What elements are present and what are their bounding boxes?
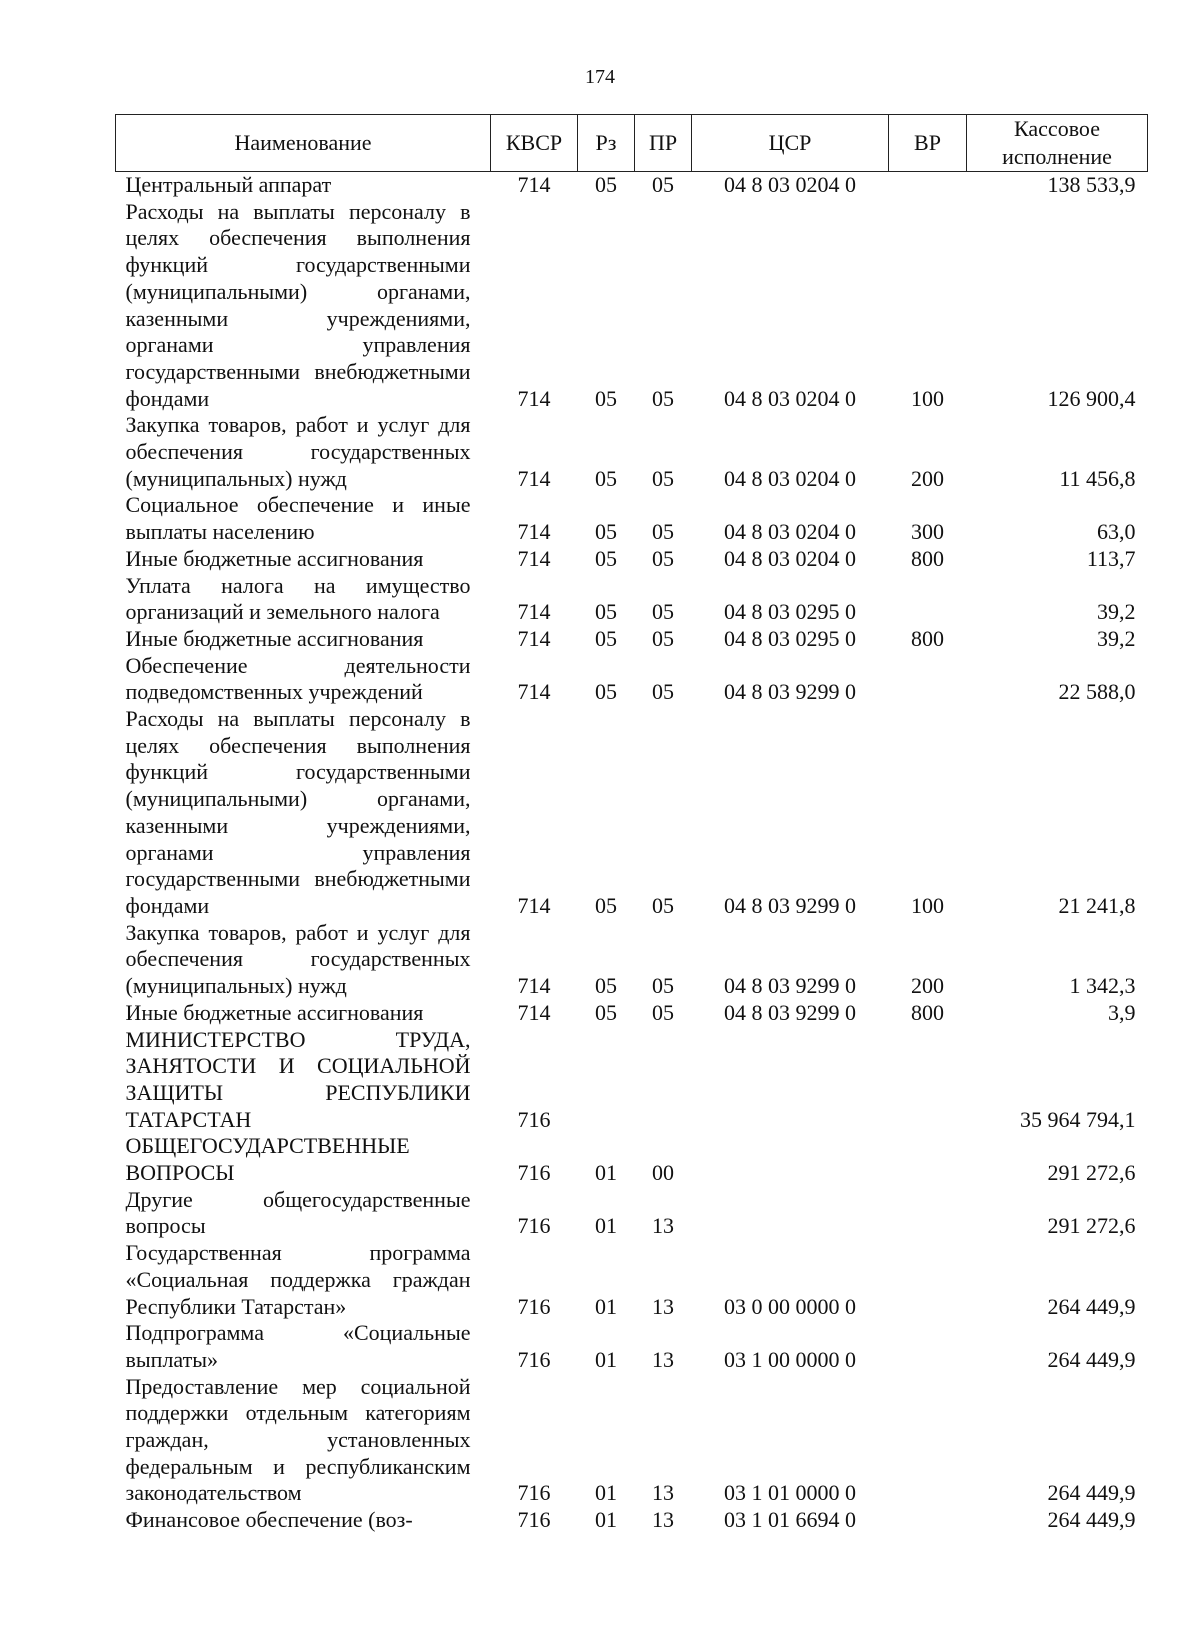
cell-sum: 264 449,9 bbox=[1047, 1293, 1136, 1319]
cell-name: Социальное обеспечение и иные выплаты населению bbox=[125, 492, 471, 545]
cell-csr bbox=[692, 1187, 889, 1240]
cell-pr: 05 bbox=[652, 679, 674, 705]
cell-name: Закупка товаров, работ и услуг для обеспечения государственных (муниципальных) нужд bbox=[125, 919, 471, 999]
cell-pr: 13 bbox=[652, 1507, 674, 1533]
cell-pr: 13 bbox=[652, 1346, 674, 1372]
cell-sum: 138 533,9 bbox=[1047, 172, 1136, 197]
cell-pr: 13 bbox=[652, 1213, 674, 1239]
cell-csr: 04 8 03 9299 0 bbox=[724, 679, 856, 705]
table-row bbox=[116, 573, 1148, 626]
cell-rz: 01 bbox=[595, 1507, 617, 1533]
cell-kvsr: 716 bbox=[517, 1507, 551, 1533]
cell-rz: 05 bbox=[595, 465, 617, 491]
cell-csr: 03 1 01 6694 0 bbox=[724, 1507, 856, 1533]
cell-csr: 04 8 03 9299 0 bbox=[724, 999, 856, 1025]
cell-vr bbox=[889, 1374, 967, 1508]
cell-rz: 01 bbox=[595, 1293, 617, 1319]
cell-sum: 11 456,8 bbox=[1059, 465, 1136, 491]
cell-vr bbox=[889, 1187, 967, 1240]
cell-pr: 13 bbox=[652, 1293, 674, 1319]
cell-kvsr: 714 bbox=[517, 599, 551, 625]
budget-table bbox=[115, 114, 1148, 1534]
cell-pr: 05 bbox=[652, 599, 674, 625]
cell-vr bbox=[889, 1027, 967, 1134]
header-vr: ВР bbox=[889, 115, 967, 172]
cell-sum: 291 272,6 bbox=[1047, 1160, 1136, 1186]
table-row bbox=[116, 412, 1148, 492]
cell-kvsr: 714 bbox=[517, 973, 551, 999]
cell-vr bbox=[889, 172, 967, 199]
cell-rz: 05 bbox=[595, 545, 617, 571]
cell-name: Подпрограмма «Социальные выплаты» bbox=[125, 1320, 471, 1372]
cell-rz: 05 bbox=[595, 973, 617, 999]
cell-vr bbox=[889, 1133, 967, 1186]
cell-name: Обеспечение деятельности подведомственных учреждений bbox=[125, 652, 471, 705]
table-body bbox=[116, 172, 1148, 1534]
cell-name: Расходы на выплаты персоналу в целях обеспечения выполнения функций государственными (муниципальными) органами, казенными учреждениями, органами управления государственными внебюджетными фондами bbox=[125, 706, 471, 918]
table-row bbox=[116, 1374, 1148, 1508]
cell-sum: 1 342,3 bbox=[1069, 973, 1136, 999]
table-row bbox=[116, 1027, 1148, 1134]
cell-csr bbox=[692, 1133, 889, 1186]
cell-sum: 35 964 794,1 bbox=[1020, 1106, 1136, 1132]
cell-rz: 01 bbox=[595, 1480, 617, 1506]
cell-rz: 05 bbox=[595, 679, 617, 705]
cell-kvsr: 714 bbox=[517, 465, 551, 491]
cell-kvsr: 714 bbox=[517, 545, 551, 571]
cell-kvsr: 714 bbox=[517, 679, 551, 705]
cell-pr: 05 bbox=[652, 545, 674, 571]
cell-kvsr: 714 bbox=[517, 625, 551, 651]
cell-vr: 100 bbox=[911, 892, 944, 918]
cell-name: Уплата налога на имущество организаций и земельного налога bbox=[125, 572, 471, 625]
header-name: Наименование bbox=[116, 115, 491, 172]
cell-sum: 22 588,0 bbox=[1058, 679, 1136, 705]
cell-pr: 05 bbox=[652, 892, 674, 918]
cell-rz: 05 bbox=[595, 385, 617, 411]
cell-rz bbox=[578, 1027, 635, 1134]
cell-kvsr: 714 bbox=[517, 172, 551, 197]
cell-kvsr: 716 bbox=[517, 1106, 551, 1132]
cell-kvsr: 716 bbox=[517, 1293, 551, 1319]
cell-vr bbox=[889, 653, 967, 706]
cell-csr: 04 8 03 0295 0 bbox=[724, 599, 856, 625]
header-kvsr: КВСР bbox=[491, 115, 578, 172]
cell-csr bbox=[692, 1027, 889, 1134]
cell-vr: 200 bbox=[911, 973, 944, 999]
cell-name: Закупка товаров, работ и услуг для обеспечения государственных (муниципальных) нужд bbox=[125, 412, 471, 491]
cell-kvsr: 716 bbox=[517, 1480, 551, 1506]
table-row bbox=[116, 1187, 1148, 1240]
cell-vr bbox=[889, 1507, 967, 1534]
cell-pr: 05 bbox=[652, 385, 674, 411]
cell-vr: 100 bbox=[911, 385, 944, 411]
cell-sum: 264 449,9 bbox=[1047, 1346, 1136, 1372]
cell-name: Государственная программа «Социальная поддержка граждан Республики Татарстан» bbox=[125, 1240, 471, 1319]
cell-csr: 04 8 03 0204 0 bbox=[724, 172, 856, 197]
cell-rz: 05 bbox=[595, 519, 617, 545]
page-number: 174 bbox=[585, 66, 615, 88]
table-row bbox=[116, 1240, 1148, 1320]
cell-pr: 00 bbox=[652, 1160, 674, 1186]
cell-csr: 03 1 01 0000 0 bbox=[724, 1480, 856, 1506]
table-row bbox=[116, 1320, 1148, 1373]
cell-kvsr: 714 bbox=[517, 999, 551, 1025]
table-row bbox=[116, 172, 1148, 199]
cell-pr: 05 bbox=[652, 465, 674, 491]
cell-csr: 04 8 03 0204 0 bbox=[724, 385, 856, 411]
cell-kvsr: 714 bbox=[517, 892, 551, 918]
table-row bbox=[116, 706, 1148, 920]
table-row bbox=[116, 492, 1148, 545]
cell-csr: 04 8 03 9299 0 bbox=[724, 892, 856, 918]
cell-pr: 05 bbox=[652, 625, 674, 651]
cell-pr: 05 bbox=[652, 519, 674, 545]
cell-sum: 264 449,9 bbox=[1047, 1507, 1136, 1533]
cell-csr: 04 8 03 0204 0 bbox=[724, 519, 856, 545]
table-row bbox=[116, 920, 1148, 1000]
header-pr: ПР bbox=[635, 115, 692, 172]
cell-sum: 264 449,9 bbox=[1047, 1480, 1136, 1506]
table-header bbox=[116, 115, 1148, 172]
cell-rz: 05 bbox=[595, 625, 617, 651]
cell-kvsr: 714 bbox=[517, 519, 551, 545]
table-row bbox=[116, 653, 1148, 706]
table-row bbox=[116, 626, 1148, 653]
cell-vr bbox=[889, 1240, 967, 1320]
cell-rz: 01 bbox=[595, 1346, 617, 1372]
cell-pr: 13 bbox=[652, 1480, 674, 1506]
cell-name: Финансовое обеспечение (воз- bbox=[125, 1507, 413, 1533]
cell-vr: 800 bbox=[911, 625, 944, 651]
cell-name: Иные бюджетные ассигнования bbox=[125, 999, 424, 1025]
cell-vr: 200 bbox=[911, 465, 944, 491]
cell-rz: 05 bbox=[595, 599, 617, 625]
table-row bbox=[116, 1507, 1148, 1534]
cell-vr bbox=[889, 1320, 967, 1373]
cell-csr: 03 0 00 0000 0 bbox=[724, 1293, 856, 1319]
cell-vr: 800 bbox=[911, 545, 944, 571]
cell-rz: 05 bbox=[595, 172, 617, 197]
cell-sum: 39,2 bbox=[1097, 599, 1136, 625]
table-row bbox=[116, 1133, 1148, 1186]
cell-kvsr: 716 bbox=[517, 1346, 551, 1372]
cell-csr: 04 8 03 0204 0 bbox=[724, 465, 856, 491]
cell-pr: 05 bbox=[652, 999, 674, 1025]
cell-sum: 63,0 bbox=[1097, 519, 1136, 545]
cell-csr: 04 8 03 0204 0 bbox=[724, 545, 856, 571]
cell-rz: 05 bbox=[595, 892, 617, 918]
cell-sum: 113,7 bbox=[1086, 545, 1136, 571]
cell-sum: 3,9 bbox=[1108, 999, 1136, 1025]
header-sum: Кассовое исполнение bbox=[967, 115, 1148, 172]
cell-csr: 04 8 03 0295 0 bbox=[724, 625, 856, 651]
cell-name: Иные бюджетные ассигнования bbox=[125, 625, 424, 651]
cell-name: Расходы на выплаты персоналу в целях обеспечения выполнения функций государственными (муниципальными) органами, казенными учреждениями, органами управления государственными внебюджетными фондами bbox=[125, 198, 471, 411]
cell-sum: 126 900,4 bbox=[1047, 385, 1136, 411]
cell-sum: 21 241,8 bbox=[1058, 892, 1136, 918]
header-csr: ЦСР bbox=[692, 115, 889, 172]
cell-vr: 300 bbox=[911, 519, 944, 545]
cell-pr: 05 bbox=[652, 172, 674, 197]
cell-rz: 05 bbox=[595, 999, 617, 1025]
cell-name: ОБЩЕГОСУДАРСТВЕННЫЕ ВОПРОСЫ bbox=[125, 1133, 410, 1186]
cell-pr: 05 bbox=[652, 973, 674, 999]
cell-vr bbox=[889, 573, 967, 626]
table-row bbox=[116, 546, 1148, 573]
table-row bbox=[116, 199, 1148, 413]
cell-name: МИНИСТЕРСТВО ТРУДА, ЗАНЯТОСТИ И СОЦИАЛЬНОЙ ЗАЩИТЫ РЕСПУБЛИКИ ТАТАРСТАН bbox=[125, 1026, 471, 1132]
cell-sum: 291 272,6 bbox=[1047, 1213, 1136, 1239]
cell-csr: 04 8 03 9299 0 bbox=[724, 973, 856, 999]
cell-vr: 800 bbox=[911, 999, 944, 1025]
cell-rz: 01 bbox=[595, 1213, 617, 1239]
cell-kvsr: 716 bbox=[517, 1213, 551, 1239]
cell-sum: 39,2 bbox=[1097, 625, 1136, 651]
cell-name: Другие общегосударственные вопросы bbox=[125, 1186, 471, 1239]
cell-name: Предоставление мер социальной поддержки отдельным категориям граждан, установленных федеральным и республиканским законодательством bbox=[125, 1373, 471, 1506]
cell-rz: 01 bbox=[595, 1160, 617, 1186]
table-row bbox=[116, 1000, 1148, 1027]
header-rz: Рз bbox=[578, 115, 635, 172]
cell-kvsr: 714 bbox=[517, 385, 551, 411]
cell-kvsr: 716 bbox=[517, 1160, 551, 1186]
cell-name: Иные бюджетные ассигнования bbox=[125, 545, 424, 571]
cell-csr: 03 1 00 0000 0 bbox=[724, 1346, 856, 1372]
cell-name: Центральный аппарат bbox=[125, 172, 332, 197]
cell-pr bbox=[635, 1027, 692, 1134]
